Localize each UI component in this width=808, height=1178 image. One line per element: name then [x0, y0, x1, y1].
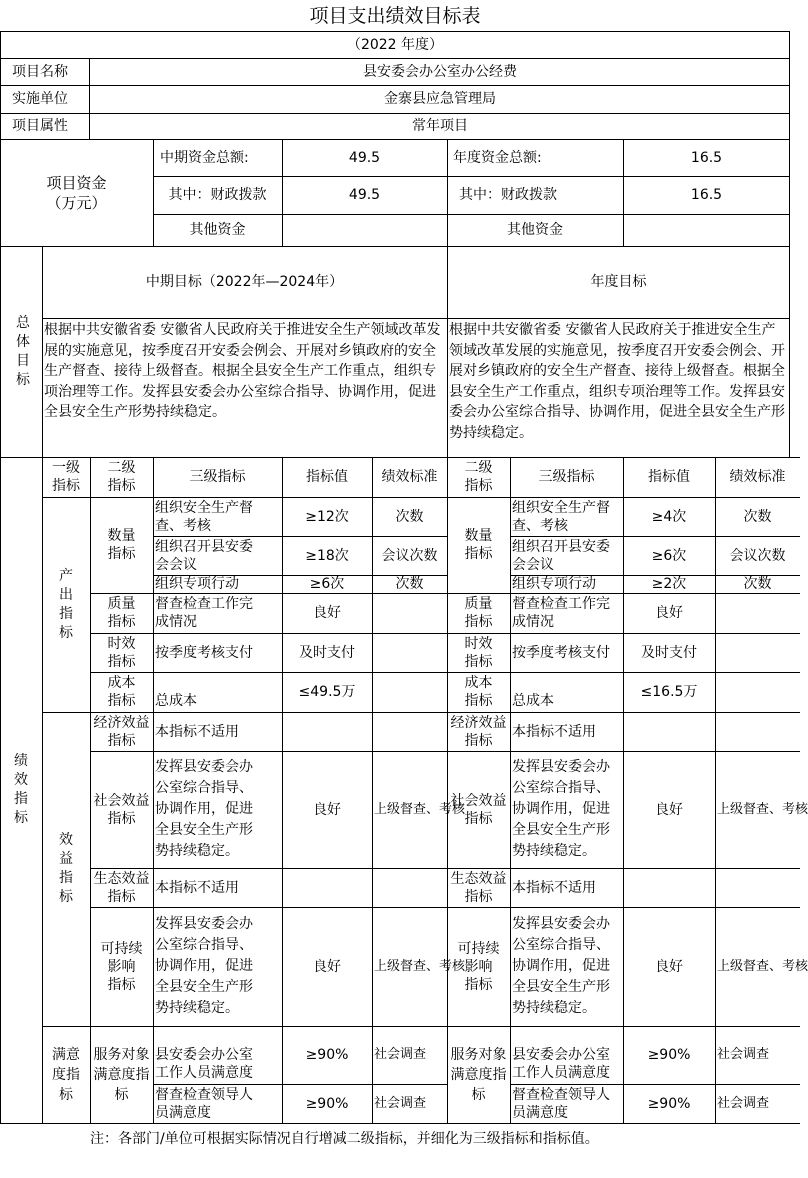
satisfaction-indicators-label: 满意 度指 标 — [52, 1046, 80, 1103]
header-standard-annual: 绩效标准 — [729, 469, 786, 485]
midterm-other-value — [282, 214, 447, 246]
table-row-standard-annual — [715, 633, 800, 672]
midterm-fiscal-label: 其中：财政拨款 — [168, 187, 267, 203]
satisfaction-row-value: ≥90% — [305, 1095, 349, 1112]
midterm-fiscal-value: 49.5 — [348, 187, 381, 203]
header-standard: 绩效标准 — [381, 469, 438, 485]
benefit-char: 效 — [59, 832, 73, 848]
quality-indicator-label-annual: 质量 指标 — [464, 596, 493, 630]
project-name-label: 项目名称 — [12, 63, 68, 80]
satisfaction-row-standard: 社会调查 — [374, 1047, 427, 1062]
table-row-l3-annual: 督查检查工作完 成情况 — [512, 596, 610, 630]
table-row-l3-annual: 按季度考核支付 — [512, 644, 610, 661]
social-benefit-standard-annual: 上级督查、考核 — [717, 801, 808, 817]
midterm-total-label: 中期资金总额: — [160, 149, 249, 166]
table-row-l3-annual: 组织专项行动 — [512, 576, 596, 592]
table-row-value-annual: 及时支付 — [641, 644, 697, 661]
sustainable-impact-label-annual: 可持续 影响 指标 — [457, 940, 500, 993]
header-level3-annual: 三级指标 — [538, 469, 595, 485]
satisfaction-row-l3: 县安委会办公室 工作人员满意度 — [155, 1047, 253, 1081]
economic-benefit-l3: 本指标不适用 — [155, 723, 239, 740]
table-row-standard — [372, 672, 447, 712]
table-row-l3: 按季度考核支付 — [155, 644, 253, 661]
social-benefit-l3-annual: 发挥县安委会办 公室综合指导、 协调作用，促进 全县安全生产形 势持续稳定。 — [512, 759, 610, 859]
table-row-l3: 督查检查工作完 成情况 — [155, 596, 253, 630]
quantity-indicator-label-annual: 数量 指标 — [464, 528, 493, 562]
implementing-unit-label: 实施单位 — [12, 91, 68, 107]
sustainable-impact-l3: 发挥县安委会办 公室综合指导、 协调作用，促进 全县安全生产形 势持续稳定。 — [155, 916, 253, 1016]
timeliness-indicator-label: 时效 指标 — [107, 635, 136, 670]
table-row-value-annual: ≤16.5万 — [640, 684, 698, 700]
indicators-char: 绩 — [14, 753, 28, 769]
quantity-indicator-label: 数量 指标 — [107, 528, 136, 562]
table-row-standard: 次数 — [395, 576, 424, 592]
cost-indicator-label: 成本 指标 — [107, 675, 136, 709]
economic-benefit-label-annual: 经济效益 指标 — [450, 714, 507, 749]
overall-goals-char: 标 — [16, 371, 30, 388]
service-satisfaction-label: 服务对象 满意度指 标 — [93, 1046, 150, 1103]
social-benefit-standard: 上级督查、考核 — [374, 801, 466, 817]
service-satisfaction-label-annual: 服务对象 满意度指 标 — [450, 1046, 507, 1103]
table-row-value: 良好 — [313, 605, 341, 621]
project-name-value: 县安委会办公室办公经费 — [363, 63, 517, 80]
overall-goals-label — [4, 246, 42, 457]
header-level1: 一级 指标 — [52, 460, 80, 494]
social-benefit-value-annual: 良好 — [655, 801, 683, 818]
output-char: 标 — [59, 624, 73, 641]
output-char: 出 — [59, 586, 73, 603]
table-row-value: ≥12次 — [305, 508, 349, 525]
overall-goals-char: 目 — [16, 352, 30, 369]
ecological-benefit-l3-annual: 本指标不适用 — [512, 879, 596, 896]
footnote: 注：各部门/单位可根据实际情况自行增减二级指标，并细化为三级指标和指标值。 — [90, 1131, 599, 1147]
header-value: 指标值 — [306, 469, 348, 485]
benefit-indicators-label — [42, 712, 90, 1026]
table-row-l3-annual: 组织安全生产督 查、考核 — [512, 499, 610, 534]
benefit-char: 指 — [59, 870, 73, 886]
sustainable-impact-standard: 上级督查、考核 — [374, 958, 466, 974]
implementing-unit-value: 金寨县应急管理局 — [384, 91, 496, 107]
satisfaction-row-value-annual: ≥90% — [647, 1095, 691, 1112]
table-row-standard — [372, 633, 447, 672]
table-row-value: ≤49.5万 — [298, 684, 356, 700]
annual-total-label: 年度资金总额: — [453, 149, 542, 166]
midterm-goal-header: 中期目标（2022年—2024年） — [145, 274, 344, 290]
project-funds-label: 项目资金 （万元） — [46, 173, 107, 212]
economic-benefit-l3-annual: 本指标不适用 — [512, 723, 596, 740]
social-benefit-l3: 发挥县安委会办 公室综合指导、 协调作用，促进 全县安全生产形 势持续稳定。 — [155, 759, 253, 859]
overall-goals-char: 体 — [16, 333, 30, 350]
satisfaction-row-value-annual: ≥90% — [647, 1047, 691, 1063]
table-row-value-annual: ≥6次 — [651, 547, 687, 564]
satisfaction-row-l3-annual: 县安委会办公室 工作人员满意度 — [512, 1047, 610, 1081]
header-level2-annual: 二级 指标 — [464, 460, 493, 494]
table-row-standard: 会议次数 — [381, 547, 438, 564]
indicators-char: 指 — [14, 791, 28, 807]
economic-benefit-label: 经济效益 指标 — [93, 714, 150, 749]
annual-total-value: 16.5 — [690, 149, 723, 166]
sustainable-impact-l3-annual: 发挥县安委会办 公室综合指导、 协调作用，促进 全县安全生产形 势持续稳定。 — [512, 916, 610, 1016]
annual-other-label: 其他资金 — [507, 222, 563, 238]
ecological-benefit-label-annual: 生态效益 指标 — [450, 870, 507, 905]
cost-indicator-label-annual: 成本 指标 — [464, 675, 493, 709]
indicators-char: 效 — [14, 772, 28, 788]
table-row-standard-annual: 会议次数 — [729, 547, 786, 564]
table-row-value-annual: ≥2次 — [651, 576, 687, 592]
midterm-other-label: 其他资金 — [189, 222, 246, 238]
output-indicators-label — [42, 497, 90, 712]
project-attribute-label: 项目属性 — [12, 118, 68, 134]
midterm-total-value: 49.5 — [348, 149, 381, 166]
performance-indicators-label — [0, 457, 42, 1123]
table-row-value: ≥18次 — [305, 547, 349, 564]
social-benefit-label: 社会效益 指标 — [93, 792, 150, 827]
table-row-value-annual: ≥4次 — [651, 508, 687, 525]
annual-fiscal-value: 16.5 — [690, 187, 723, 203]
satisfaction-row-l3: 督查检查领导人 员满意度 — [155, 1086, 253, 1121]
table-row-standard-annual: 次数 — [743, 508, 772, 525]
table-row-standard — [372, 593, 447, 633]
annual-goal-text: 根据中共安徽省委 安徽省人民政府关于推进安全生产领域改革发展的实施意见，按季度召开安委会例会、开展对乡镇政府的安全生产督查、接待上级督查。根据全县安全生产工作重点，组织专项治理等工作。发挥县安委会办公室综合指导、协调作用，促进全县安全生产形势持续稳定。 — [449, 322, 785, 441]
table-row-value: 及时支付 — [299, 644, 355, 661]
annual-fiscal-label: 其中：财政拨款 — [459, 187, 557, 203]
social-benefit-value: 良好 — [313, 801, 341, 818]
table-row-standard: 次数 — [395, 508, 424, 525]
benefit-char: 益 — [59, 851, 73, 867]
header-value-annual: 指标值 — [648, 469, 690, 485]
sustainable-impact-value: 良好 — [313, 958, 341, 975]
table-row-l3: 组织召开县安委 会会议 — [155, 538, 253, 573]
project-attribute-value: 常年项目 — [412, 118, 468, 134]
satisfaction-row-standard-annual: 社会调查 — [717, 1047, 770, 1062]
annual-goal-header: 年度目标 — [590, 274, 647, 290]
sustainable-impact-value-annual: 良好 — [655, 958, 683, 975]
benefit-char: 标 — [59, 889, 73, 905]
satisfaction-row-standard-annual: 社会调查 — [717, 1095, 770, 1111]
table-row-l3: 总成本 — [155, 693, 197, 709]
table-row-l3: 组织安全生产督 查、考核 — [155, 499, 253, 534]
satisfaction-row-standard: 社会调查 — [374, 1095, 427, 1111]
timeliness-indicator-label-annual: 时效 指标 — [464, 635, 493, 670]
social-benefit-label-annual: 社会效益 指标 — [450, 792, 507, 827]
table-row-value-annual: 良好 — [655, 605, 683, 621]
output-char: 产 — [59, 567, 73, 584]
header-level3: 三级指标 — [189, 469, 246, 485]
table-row-standard-annual — [715, 593, 800, 633]
midterm-goal-text: 根据中共安徽省委 安徽省人民政府关于推进安全生产领域改革发展的实施意见，按季度召开安委会例会、开展对乡镇政府的安全生产督查、接待上级督查。根据全县安全生产工作重点，组织专项治理等工作。发挥县安委会办公室综合指导、协调作用，促进全县安全生产形势持续稳定。 — [44, 322, 441, 420]
satisfaction-row-l3-annual: 督查检查领导人 员满意度 — [512, 1086, 610, 1121]
table-row-standard-annual — [715, 672, 800, 712]
header-level2: 二级 指标 — [107, 460, 136, 494]
table-row-value: ≥6次 — [309, 576, 345, 592]
output-char: 指 — [59, 605, 73, 622]
table-row-standard-annual: 次数 — [743, 576, 772, 592]
overall-goals-char: 总 — [16, 314, 30, 331]
annual-other-value — [623, 214, 790, 246]
ecological-benefit-l3: 本指标不适用 — [155, 879, 239, 896]
ecological-benefit-label: 生态效益 指标 — [93, 870, 150, 905]
quality-indicator-label: 质量 指标 — [107, 596, 136, 630]
year-label: （2022 年度） — [346, 36, 444, 53]
page-title: 项目支出绩效目标表 — [309, 4, 481, 27]
satisfaction-row-value: ≥90% — [305, 1047, 349, 1063]
table-row-l3-annual: 组织召开县安委 会会议 — [512, 538, 610, 573]
table-row-l3: 组织专项行动 — [155, 576, 239, 592]
sustainable-impact-standard-annual: 上级督查、考核 — [717, 958, 808, 974]
indicators-char: 标 — [14, 810, 28, 826]
sustainable-impact-label: 可持续 影响 指标 — [100, 940, 143, 993]
table-row-l3-annual: 总成本 — [512, 693, 554, 709]
